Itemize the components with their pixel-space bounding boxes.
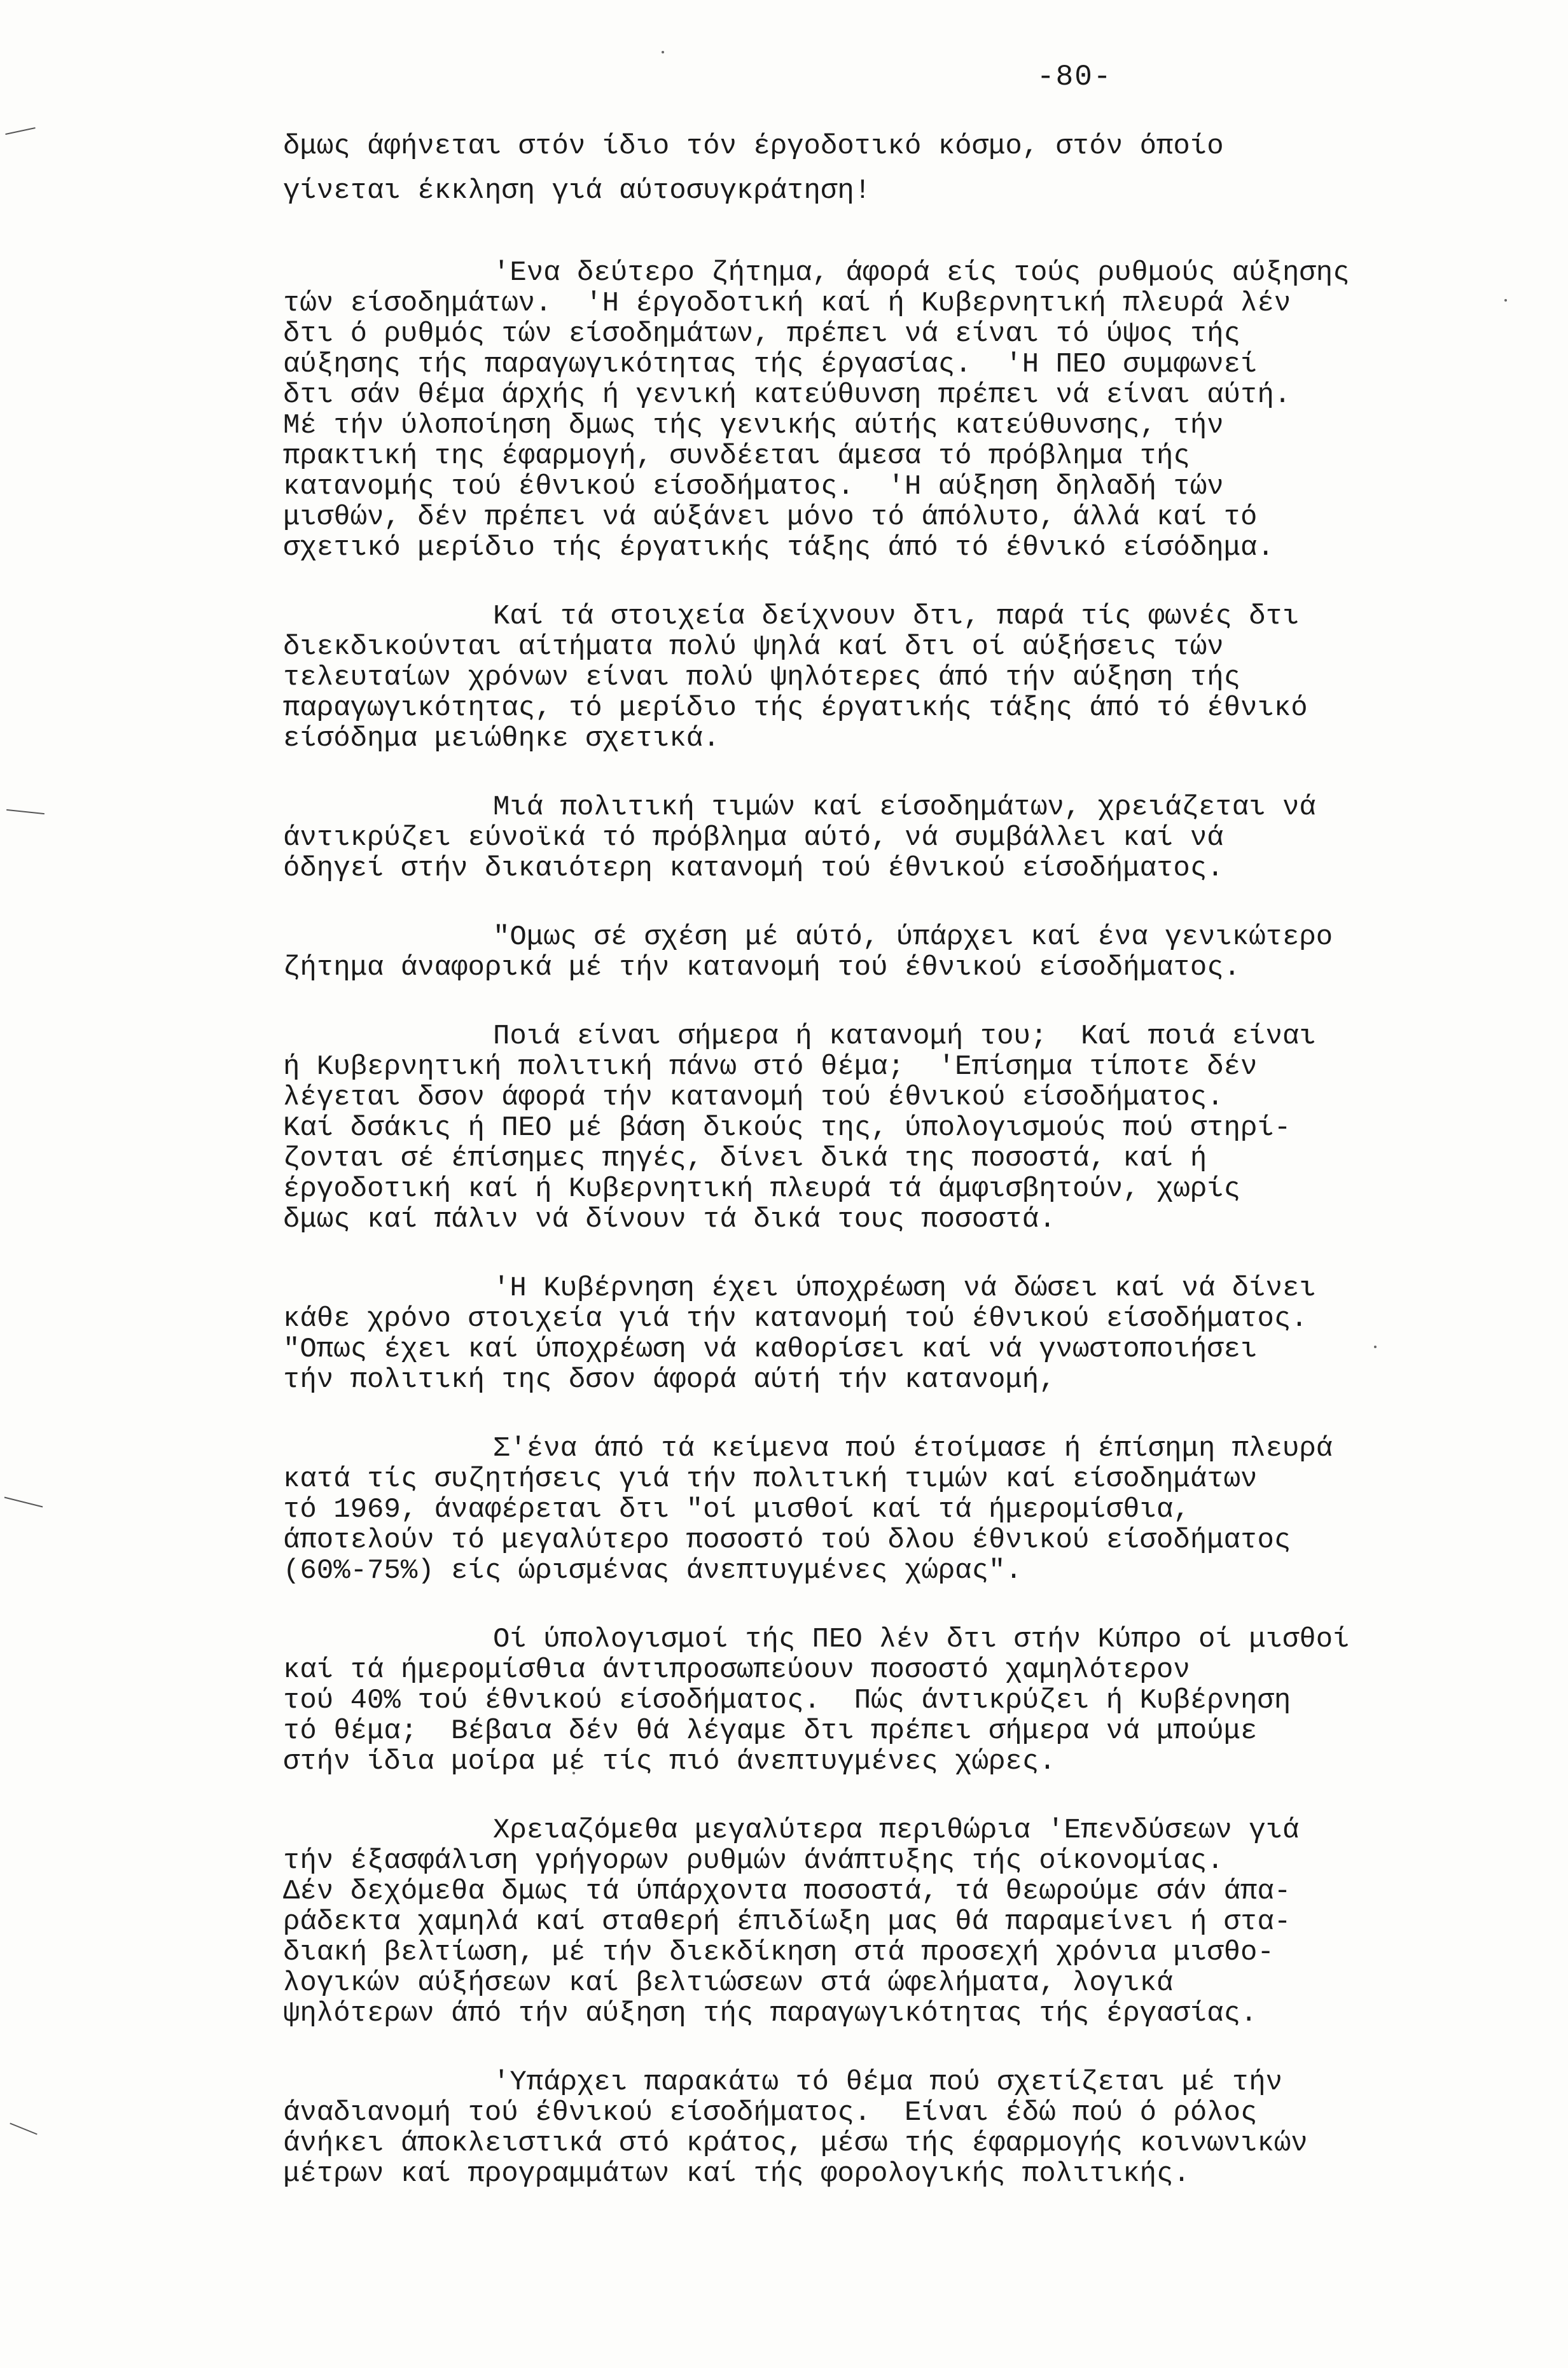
text-line: διεκδικούνται αίτήματα πολύ ψηλά καί δτι οί αύξήσεις τών [283, 631, 1224, 663]
text-line: όδηγεί στήν δικαιότερη κατανομή τού έθνικού είσοδήματος. [283, 853, 1224, 884]
text-line: τού 40% τού έθνικού είσοδήματος. Πώς άντικρύζει ή Κυβέρνηση [283, 1685, 1291, 1717]
paragraph-peo-calculations [283, 1624, 1517, 1777]
text-line: έργοδοτική καί ή Κυβερνητική πλευρά τά άμφισβητούν, χωρίς [283, 1173, 1241, 1205]
opening-paragraph [283, 124, 1517, 213]
text-line: "Οπως έχει καί ύποχρέωση νά καθορίσει καί νά γνωστοποιήσει [283, 1334, 1258, 1365]
text-line: Οί ύπολογισμοί τής ΠΕΟ λέν δτι στήν Κύπρο οί μισθοί [493, 1624, 1350, 1655]
paragraph-investment-margins [283, 1815, 1517, 2029]
paragraph-government-obligation [283, 1273, 1517, 1395]
text-line: άποτελούν τό μεγαλύτερο ποσοστό τού δλου έθνικού είσοδήματος [283, 1524, 1291, 1556]
text-line: παραγωγικότητας, τό μερίδιο τής έργατικής τάξης άπό τό έθνικό [283, 692, 1308, 724]
text-line: δμως καί πάλιν νά δίνουν τά δικά τους ποσοστά. [283, 1204, 1056, 1236]
text-line: "Ομως σέ σχέση μέ αύτό, ύπάρχει καί ένα γενικώτερο [493, 921, 1333, 953]
text-line: (60%-75%) είς ώρισμένας άνεπτυγμένες χώρας". [283, 1555, 1022, 1587]
paragraph-1969-text [283, 1433, 1517, 1586]
margin-mark [6, 809, 45, 814]
scan-speck [662, 51, 664, 53]
document-body [283, 124, 1517, 2227]
text-line: καί τά ήμερομίσθια άντιπροσωπεύουν ποσοστό χαμηλότερον [283, 1654, 1190, 1686]
text-line: λογικών αύξήσεων καί βελτιώσεων στά ώφελήματα, λογικά [283, 1967, 1174, 1999]
paragraph-general-issue [283, 922, 1517, 983]
text-line: τών είσοδημάτων. 'Η έργοδοτική καί ή Κυβερνητική πλευρά λέν [283, 288, 1291, 319]
text-line: πρακτική της έφαρμογή, συνδέεται άμεσα τό πρόβλημα τής [283, 440, 1190, 472]
text-line: σχετικό μερίδιο τής έργατικής τάξης άπό τό έθνικό είσόδημα. [283, 532, 1274, 564]
text-line: λέγεται δσον άφορά τήν κατανομή τού έθνικού είσοδήματος. [283, 1082, 1224, 1113]
margin-mark [5, 127, 35, 135]
text-line: μισθών, δέν πρέπει νά αύξάνει μόνο τό άπόλυτο, άλλά καί τό [283, 501, 1258, 533]
text-line: 'Η Κυβέρνηση έχει ύποχρέωση νά δώσει καί νά δίνει [493, 1272, 1316, 1304]
text-line: κάθε χρόνο στοιχεία γιά τήν κατανομή τού έθνικού είσοδήματος. [283, 1303, 1308, 1335]
margin-mark [4, 1497, 43, 1508]
text-line: δτι ό ρυθμός τών είσοδημάτων, πρέπει νά είναι τό ύψος τής [283, 318, 1241, 350]
text-line: Δέν δεχόμεθα δμως τά ύπάρχοντα ποσοστά, τά θεωρούμε σάν άπα- [283, 1876, 1291, 1907]
text-line: τήν έξασφάλιση γρήγορων ρυθμών άνάπτυξης τής οίκονομίας. [283, 1845, 1224, 1877]
text-line: διακή βελτίωση, μέ τήν διεκδίκηση στά προσεχή χρόνια μισθο- [283, 1937, 1274, 1968]
text-line: ζήτημα άναφορικά μέ τήν κατανομή τού έθνικού είσοδήματος. [283, 952, 1241, 984]
text-line: δτι σάν θέμα άρχής ή γενική κατεύθυνση πρέπει νά είναι αύτή. [283, 379, 1291, 411]
text-line: γίνεται έκκληση γιά αύτοσυγκράτηση! [283, 175, 871, 207]
text-line: 'Ενα δεύτερο ζήτημα, άφορά είς τούς ρυθμούς αύξησης [493, 257, 1350, 289]
text-line: Μέ τήν ύλοποίηση δμως τής γενικής αύτής κατεύθυνσης, τήν [283, 410, 1224, 442]
text-line: Χρειαζόμεθα μεγαλύτερα περιθώρια 'Επενδύσεων γιά [493, 1814, 1300, 1846]
paragraph-distribution-today [283, 1021, 1517, 1235]
text-line: κατανομής τού έθνικού είσοδήματος. 'Η αύξηση δηλαδή τών [283, 471, 1224, 503]
text-line: Καί τά στοιχεία δείχνουν δτι, παρά τίς φωνές δτι [493, 601, 1300, 632]
text-line: Ποιά είναι σήμερα ή κατανομή του; Καί ποιά είναι [493, 1020, 1316, 1052]
text-line: τό 1969, άναφέρεται δτι "οί μισθοί καί τά ήμερομίσθια, [283, 1494, 1190, 1526]
text-line: κατά τίς συζητήσεις γιά τήν πολιτική τιμών καί είσοδημάτων [283, 1463, 1258, 1495]
text-line: τελευταίων χρόνων είναι πολύ ψηλότερες άπό τήν αύξηση τής [283, 662, 1241, 693]
paragraph-data-show [283, 601, 1517, 754]
paragraph-income-growth [283, 258, 1517, 563]
text-line: είσόδημα μειώθηκε σχετικά. [283, 723, 720, 755]
page-number: -80- [1037, 60, 1113, 94]
text-line: ή Κυβερνητική πολιτική πάνω στό θέμα; 'Επίσημα τίποτε δέν [283, 1051, 1258, 1083]
text-line: ψηλότερων άπό τήν αύξηση τής παραγωγικότητας τής έργασίας. [283, 1998, 1258, 2030]
text-line: Σ'ένα άπό τά κείμενα πού έτοίμασε ή έπίσημη πλευρά [493, 1433, 1333, 1465]
text-line: άντικρύζει εύνοϊκά τό πρόβλημα αύτό, νά συμβάλλει καί νά [283, 822, 1224, 854]
text-line: Καί δσάκις ή ΠΕΟ μέ βάση δικούς της, ύπολογισμούς πού στηρί- [283, 1112, 1291, 1144]
text-line: στήν ίδια μοίρα μέ τίς πιό άνεπτυγμένες χώρες. [283, 1746, 1056, 1778]
text-line: δμως άφήνεται στόν ίδιο τόν έργοδοτικό κόσμο, στόν όποίο [283, 130, 1224, 162]
text-line: τό θέμα; Βέβαια δέν θά λέγαμε δτι πρέπει σήμερα νά μπούμε [283, 1715, 1258, 1747]
margin-mark [10, 2122, 37, 2135]
text-line: 'Υπάρχει παρακάτω τό θέμα πού σχετίζεται μέ τήν [493, 2066, 1283, 2098]
text-line: μέτρων καί προγραμμάτων καί τής φορολογικής πολιτικής. [283, 2158, 1190, 2190]
text-line: άναδιανομή τού έθνικού είσοδήματος. Είναι έδώ πού ό ρόλος [283, 2097, 1258, 2129]
text-line: ζονται σέ έπίσημες πηγές, δίνει δικά της ποσοστά, καί ή [283, 1143, 1207, 1174]
paragraph-redistribution [283, 2067, 1517, 2189]
text-line: τήν πολιτική της δσον άφορά αύτή τήν κατανομή, [283, 1364, 1056, 1396]
text-line: Μιά πολιτική τιμών καί είσοδημάτων, χρειάζεται νά [493, 791, 1316, 823]
text-line: άνήκει άποκλειστικά στό κράτος, μέσω τής έφαρμογής κοινωνικών [283, 2128, 1308, 2159]
text-line: ράδεκτα χαμηλά καί σταθερή έπιδίωξη μας θά παραμείνει ή στα- [283, 1906, 1291, 1938]
text-line: αύξησης τής παραγωγικότητας τής έργασίας. 'Η ΠΕΟ συμφωνεί [283, 349, 1258, 380]
paragraph-prices-incomes-policy [283, 792, 1517, 884]
